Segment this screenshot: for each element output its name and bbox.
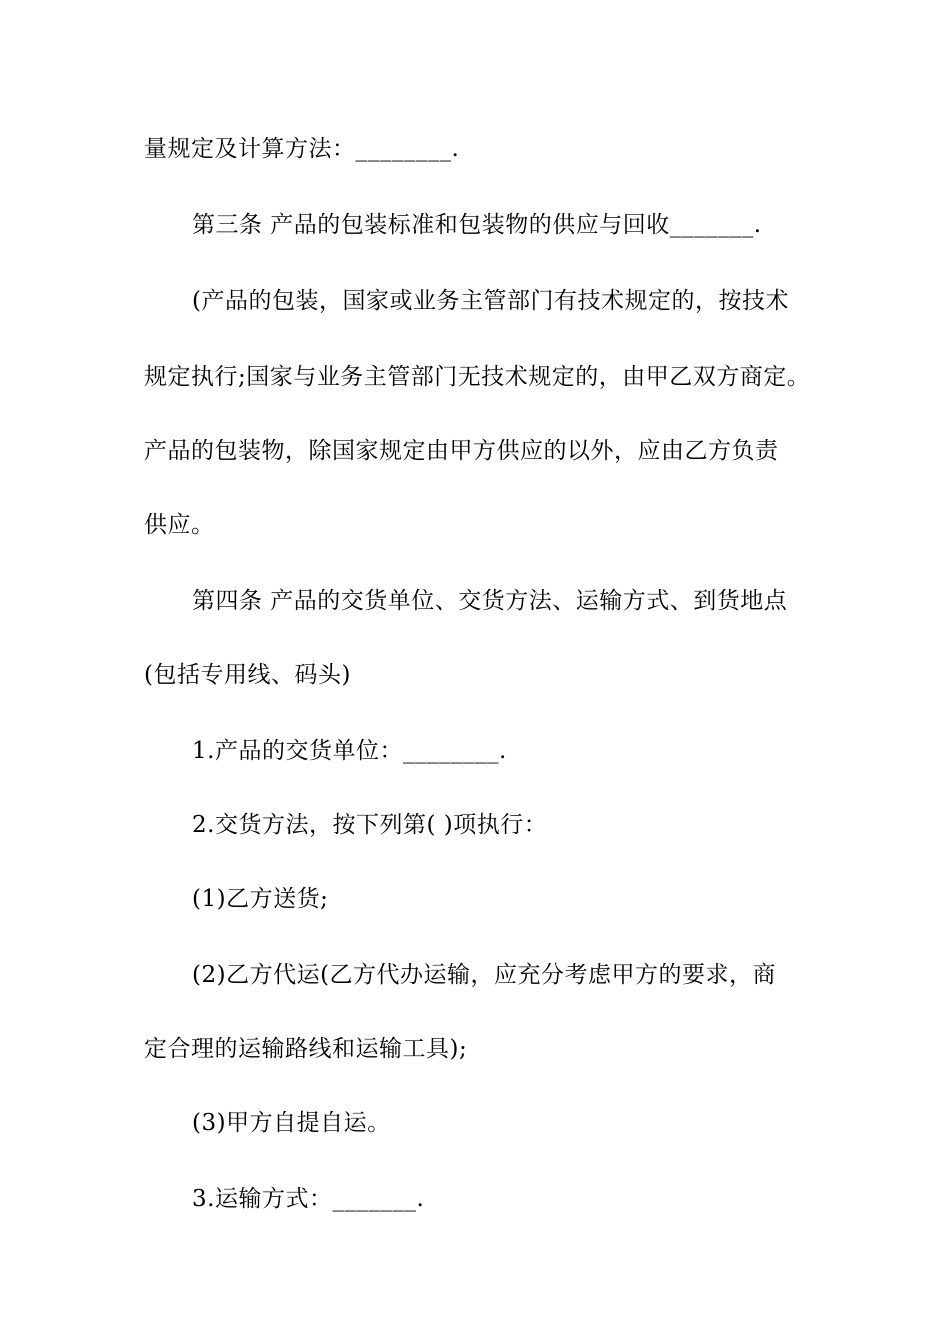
text-line: (产品的包装，国家或业务主管部门有技术规定的，按技术 — [192, 288, 789, 314]
text-line: (包括专用线、码头) — [144, 662, 351, 688]
article-heading: 第三条 产品的包装标准和包装物的供应与回收_______. — [192, 212, 762, 238]
article-heading: 第四条 产品的交货单位、交货方法、运输方式、到货地点 — [192, 588, 788, 614]
text-line: 产品的包装物，除国家规定由甲方供应的以外，应由乙方负责 — [144, 438, 779, 464]
list-item: (3)甲方自提自运。 — [192, 1110, 391, 1136]
list-item: 1.产品的交货单位：________. — [192, 738, 507, 764]
list-item: 2.交货方法，按下列第( )项执行： — [192, 812, 548, 838]
list-item: 3.运输方式：_______. — [192, 1186, 425, 1212]
text-line: 规定执行;国家与业务主管部门无技术规定的，由甲乙双方商定。 — [144, 364, 811, 390]
text-line: 定合理的运输路线和运输工具); — [144, 1036, 468, 1062]
list-item: (1)乙方送货; — [192, 886, 329, 912]
list-item: (2)乙方代运(乙方代办运输，应充分考虑甲方的要求，商 — [192, 962, 777, 988]
text-line: 供应。 — [144, 512, 215, 538]
text-line: 量规定及计算方法：________. — [144, 136, 460, 162]
